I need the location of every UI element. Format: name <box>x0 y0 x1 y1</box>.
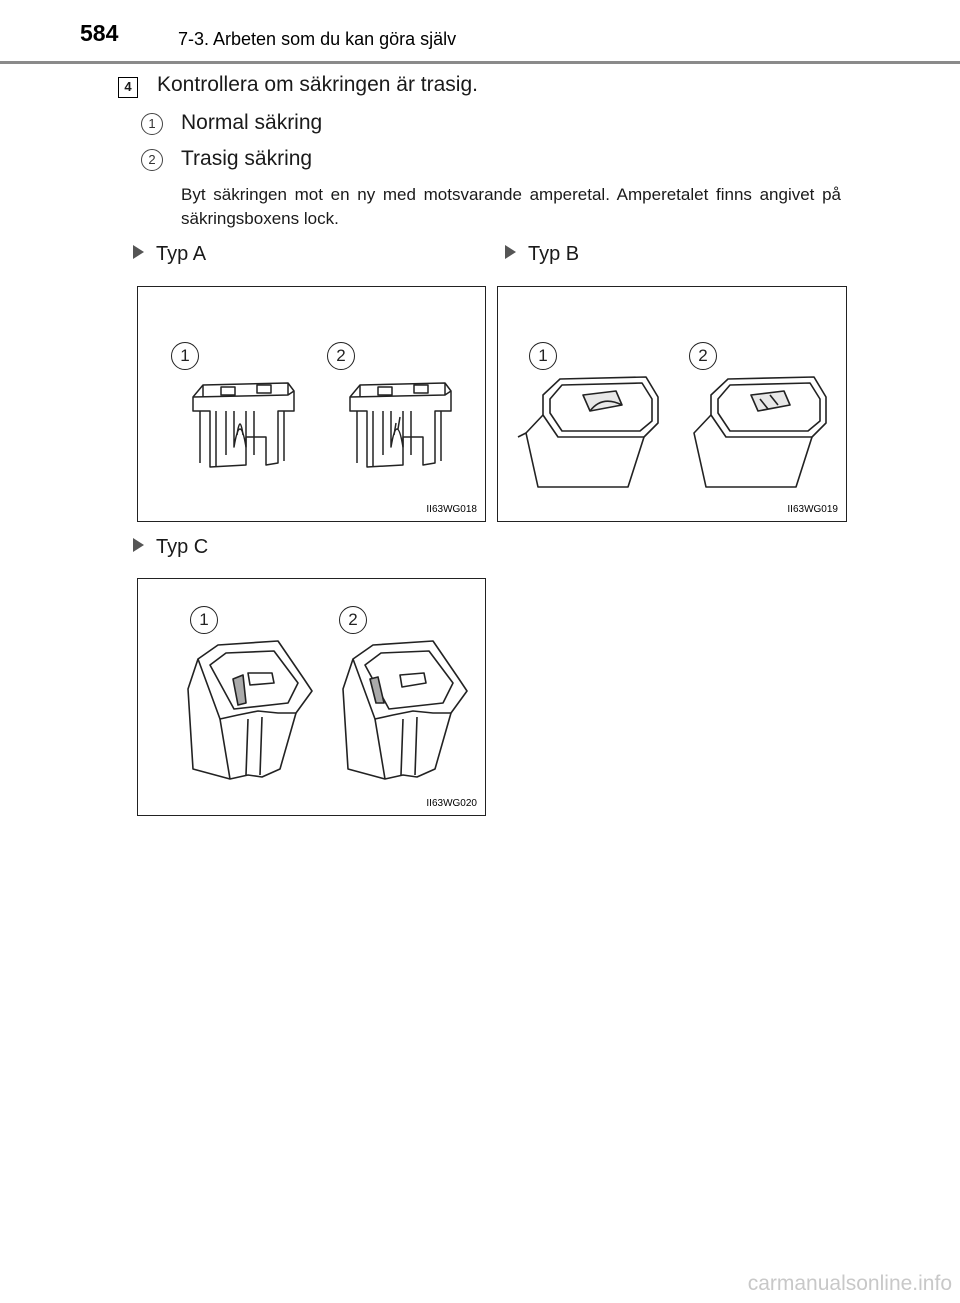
item-label: Trasig säkring <box>181 147 313 170</box>
figure-type-a <box>137 286 486 522</box>
item-label: Normal säkring <box>181 111 323 134</box>
header-divider <box>0 61 960 64</box>
page-number: 584 <box>80 20 119 46</box>
callout-blown-fuse: 2 <box>339 606 367 634</box>
figure-code: II63WG020 <box>426 798 477 809</box>
triangle-bullet-icon <box>133 538 144 552</box>
callout-normal-fuse: 1 <box>171 342 199 370</box>
type-b-heading: Typ B <box>505 243 579 266</box>
callout-blown-fuse: 2 <box>689 342 717 370</box>
figure-type-b <box>497 286 847 522</box>
section-title: 7-3. Arbeten som du kan göra själv <box>178 29 457 49</box>
figure-code: II63WG019 <box>787 504 838 515</box>
watermark: carmanualsonline.info <box>747 1272 952 1295</box>
figure-type-c <box>137 578 486 816</box>
blade-fuse-illustration <box>138 287 487 523</box>
triangle-bullet-icon <box>505 245 516 259</box>
step-number-badge: 4 <box>118 77 138 98</box>
triangle-bullet-icon <box>133 245 144 259</box>
instruction-note: Byt säkringen mot en ny med motsvarande amperetal. Amperetalet finns angivet på säkringsboxens lock. <box>181 185 841 228</box>
callout-normal-fuse: 1 <box>529 342 557 370</box>
type-a-heading: Typ A <box>133 243 206 266</box>
figure-code: II63WG018 <box>426 504 477 515</box>
type-c-heading: Typ C <box>133 536 208 559</box>
item-number-circle: 2 <box>141 149 163 171</box>
cartridge-fuse-illustration <box>498 287 848 523</box>
callout-normal-fuse: 1 <box>190 606 218 634</box>
callout-blown-fuse: 2 <box>327 342 355 370</box>
item-number-circle: 1 <box>141 113 163 135</box>
step-text: Kontrollera om säkringen är trasig. <box>157 73 478 96</box>
